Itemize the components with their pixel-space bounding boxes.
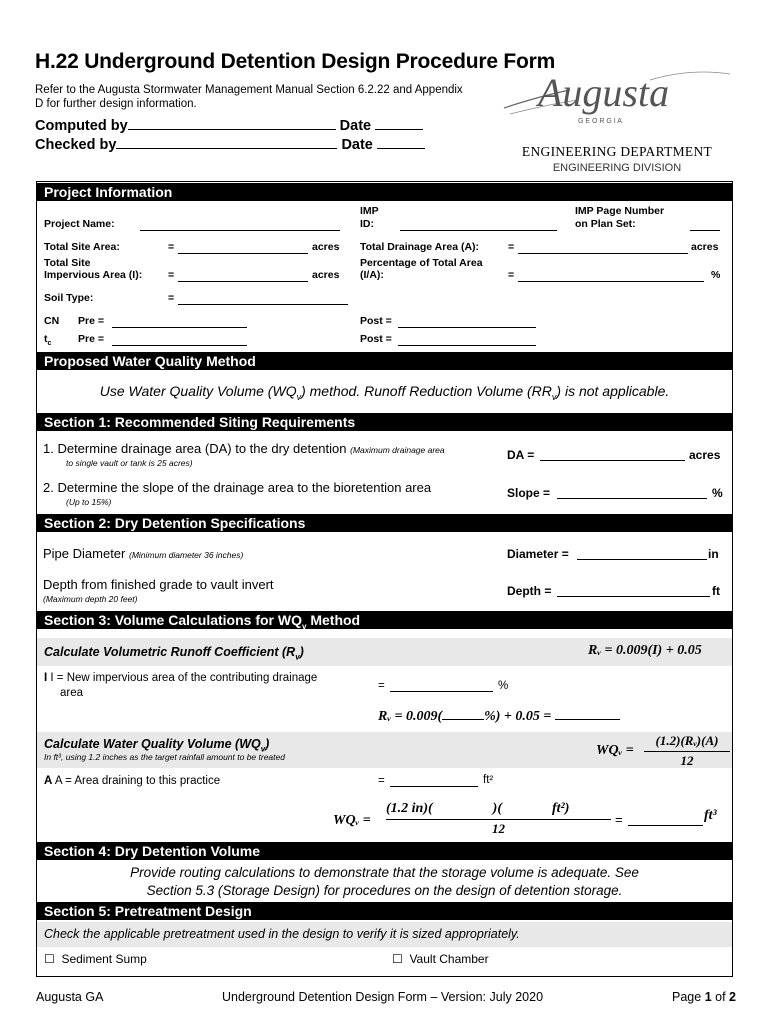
acres-unit: acres [691,241,719,253]
water-quality-text: Use Water Quality Volume $(WQ_v)$ method. Runoff Reduction Volume $(RR_v)$ is not applicable. [99,383,670,402]
footer-page: Page 1 of 2 [672,990,736,1004]
checked-date-field[interactable] [377,135,425,149]
wq-calc-lhs: WQᵥ = [333,813,371,828]
depth-label: Depth = [507,584,552,598]
imp-page-field[interactable] [690,218,720,231]
date-label: Date [339,118,372,134]
acres-unit: acres [312,241,340,253]
logo-word: Augusta [538,70,670,115]
acres-unit: acres [312,269,340,281]
wq-numerator: (1.2)(Rᵥ)(A) [655,733,719,748]
pre-label: Pre = [78,315,104,327]
checkbox[interactable]: ☐ [392,952,403,966]
inch-unit: in [708,547,719,561]
soil-type-field[interactable] [178,292,348,305]
section-5-text: Check the applicable pretreatment used in the design to verify it is sized appropriately. [44,927,520,941]
page-title: H.22 Underground Detention Design Procedure Form [35,50,556,73]
rv-result-field[interactable] [555,707,620,720]
total-drainage-field[interactable] [518,241,688,254]
cn-post-field[interactable] [398,315,536,328]
wq-calc-denominator: 12 [492,821,505,836]
wq-note: In ft³, using 1.2 inches as the target rainfall amount to be treated [44,752,285,762]
rv-formula: Rᵥ = 0.009(I) + 0.05 [588,643,702,658]
total-site-area-label: Total Site Area: [44,241,120,253]
checked-by-label: Checked by [35,137,117,153]
ia-label: (I/A): [360,269,384,281]
equals-sign: = [168,241,175,253]
equals-sign: = [615,812,623,827]
da-label: DA = [507,448,535,462]
equals-sign: = [508,269,515,281]
section-5-heading: Section 5: Pretreatment Design [37,902,732,920]
section-4-text-2: Section 5.3 (Storage Design) for procedures on the design of detention storage. [146,883,623,898]
imp-page-label: IMP Page Number [575,205,665,217]
pipe-diameter-label: Pipe Diameter (Minimum diameter 36 inches) [43,546,244,561]
percent-unit: % [498,680,509,692]
checked-by-field[interactable] [116,135,337,149]
tc-post-field[interactable] [398,333,536,346]
computed-date-field[interactable] [375,116,423,130]
rv-title: Calculate Volumetric Runoff Coefficient $(R_v)$ [44,645,304,662]
depth-text: Depth from finished grade to vault invert [43,577,274,592]
slope-label: Slope = [507,486,551,500]
siting-item-2-note: (Up to 15%) [66,497,112,507]
tc-pre-field[interactable] [112,333,247,346]
computed-by-label: Computed by [35,118,128,134]
logo-subtitle: G E O R G I A [578,118,622,125]
rv-calc: Rᵥ = 0.009( %) + 0.05 = [378,707,620,725]
percent-unit: % [712,486,723,500]
equals-sign: = [378,775,385,787]
vault-chamber-option[interactable]: ☐ Vault Chamber [392,952,489,966]
impervious-area-field[interactable] [178,269,308,282]
division-name: ENGINEERING DIVISION [552,162,682,174]
project-name-label: Project Name: [44,218,115,230]
diameter-label: Diameter = [507,547,569,561]
pre-label: Pre = [78,333,104,345]
section-2-heading: Section 2: Dry Detention Specifications [37,514,732,532]
department-name: ENGINEERING DEPARTMENT [521,144,713,159]
ft3-unit: ft³ [704,808,717,823]
checkbox[interactable]: ☐ [44,952,55,966]
section-3-heading: Section 3: Volume Calculations for $WQ_v$ Method [37,611,732,629]
post-label: Post = [360,333,392,345]
sediment-sump-option[interactable]: ☐ Sediment Sump [44,952,147,966]
footer-left: Augusta GA [36,990,104,1004]
section-4-heading: Section 4: Dry Detention Volume [37,842,732,860]
feet-unit: ft [712,584,720,598]
diameter-field[interactable] [577,546,707,560]
tc-label: $t_c$ [44,333,52,348]
impervious-pct-field[interactable] [390,678,493,692]
a-definition: A A = Area draining to this practice [44,775,221,787]
i-definition: I I = New impervious area of the contributing drainage [44,672,318,684]
water-quality-heading: Proposed Water Quality Method [37,352,732,370]
wq-calc-numerator: (1.2 in)( )( ft²) [386,801,570,816]
checked-by-row [35,135,425,153]
imp-label: IMP [360,205,379,217]
wq-lhs: WQᵥ = [596,743,634,758]
cn-label: CN [44,315,60,327]
section-1-heading: Section 1: Recommended Siting Requirements [37,413,732,431]
fraction-bar [386,819,611,820]
area-field[interactable] [390,773,478,787]
footer-center: Underground Detention Design Form – Version: July 2020 [222,990,544,1004]
wq-denominator: 12 [680,753,694,768]
acres-unit: acres [689,448,721,462]
siting-item-2: 2. Determine the slope of the drainage area to the bioretention area [43,480,432,495]
wq-result-field[interactable] [628,812,703,826]
depth-field[interactable] [557,583,710,597]
impervious-area-label: Impervious Area (I): [44,269,143,281]
equals-sign: = [508,241,515,253]
total-site-area-field[interactable] [178,241,308,254]
siting-item-1-note: to single vault or tank is 25 acres) [66,458,193,468]
computed-by-field[interactable] [128,116,336,130]
soil-type-label: Soil Type: [44,292,94,304]
i-definition-cont: area [60,687,84,699]
wq-title: Calculate Water Quality Volume $(WQ_v)$ [44,737,270,754]
on-plan-label: on Plan Set: [575,218,636,230]
equals-sign: = [378,680,385,692]
equals-sign: = [168,292,175,304]
total-drainage-label: Total Drainage Area (A): [360,241,480,253]
computed-by-row [35,116,423,134]
percent-unit: % [711,269,721,281]
percentage-total-label: Percentage of Total Area [360,257,483,269]
date-label: Date [341,137,373,153]
slope-field[interactable] [557,485,707,499]
post-label: Post = [360,315,392,327]
depth-note: (Maximum depth 20 feet) [43,594,138,604]
percentage-field[interactable] [518,269,704,282]
siting-item-1: 1. Determine drainage area (DA) to the dry detention (Maximum drainage area [43,441,445,456]
cn-pre-field[interactable] [112,315,247,328]
id-label: ID: [360,218,374,230]
ft2-unit: ft² [483,774,494,786]
total-site-label: Total Site [44,257,91,269]
imp-id-field[interactable] [400,218,557,231]
project-name-field[interactable] [140,218,340,231]
equals-sign: = [168,269,175,281]
da-field[interactable] [540,447,685,461]
rv-calc-field[interactable] [442,707,484,720]
section-4-text-1: Provide routing calculations to demonstrate that the storage volume is adequate. See [130,865,639,880]
project-information-heading: Project Information [37,183,732,201]
intro-text: Refer to the Augusta Stormwater Management Manual Section 6.2.22 and Appendix D for further design information. [35,84,463,110]
fraction-bar [644,751,730,752]
